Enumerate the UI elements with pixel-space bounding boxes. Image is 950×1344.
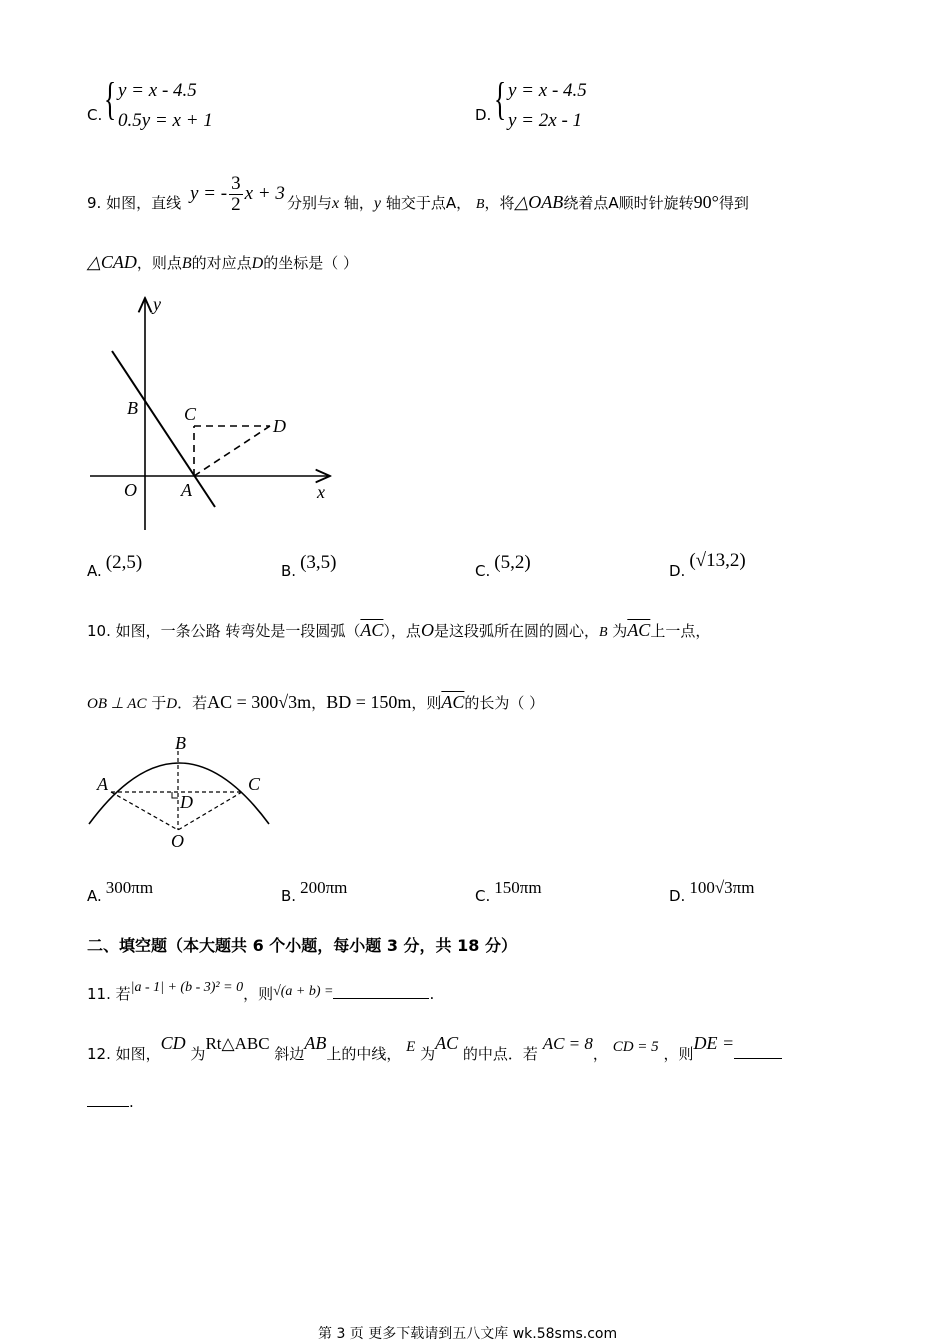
fig9-label-o: O — [124, 480, 137, 500]
page-footer: 第 3 页 更多下载请到五八文库 wk.58sms.com — [318, 1326, 618, 1342]
q8-option-c-line1: y = x - 4.5 — [118, 80, 197, 101]
fig10-label-b: B — [175, 733, 186, 753]
q12-text: 12. 如图，CD 为Rt△ABC 斜边AB上的中线， E 为AC 的中点．若 AC = 8， CD = 5 ，则DE = — [87, 1043, 782, 1064]
fig10-label-o: O — [171, 831, 184, 851]
q9-text-row2: △CAD，则点B的对应点D的坐标是（ ） — [87, 252, 358, 272]
fig9-label-d: D — [273, 416, 286, 436]
fig9-label-c: C — [184, 404, 197, 424]
segment-ad — [194, 426, 270, 476]
q9-number: 9. 如图，直线 — [87, 194, 182, 212]
segment-oa — [111, 792, 178, 830]
q12-answer-line-continued: . — [87, 1093, 134, 1111]
q10-figure — [84, 732, 274, 852]
q8-option-d-line1: y = x - 4.5 — [508, 80, 587, 101]
q9-option-b: B. (3,5) — [281, 552, 337, 580]
q10-option-d: D. 100√3πm — [669, 878, 755, 905]
q10-option-b: B. 200πm — [281, 878, 348, 905]
q9-option-d: D. (√13,2) — [669, 550, 746, 580]
section-heading-fill-in: 二、填空题（本大题共 6 个小题，每小题 3 分，共 18 分） — [87, 936, 517, 955]
q9-option-a: A. (2,5) — [87, 552, 143, 580]
q9-figure — [80, 290, 350, 540]
fig10-label-c: C — [248, 774, 261, 794]
q10-option-c: C. 150πm — [475, 878, 542, 905]
q8-option-d-line2: y = 2x - 1 — [508, 110, 583, 131]
right-angle-mark — [172, 792, 178, 798]
q8-option-c-line2: 0.5y = x + 1 — [118, 110, 213, 131]
road-arc — [89, 763, 269, 824]
fig9-label-a: A — [181, 480, 192, 500]
fig10-label-d: D — [180, 792, 193, 812]
fig9-label-x: x — [317, 482, 325, 502]
q8-option-d-brace: { — [494, 73, 507, 124]
q10-text-row2: OB ⊥ AC 于D．若AC = 300√3m，BD = 150m，则$\overline{AC}$的长为（ ） — [87, 692, 545, 712]
q9-option-c: C. (5,2) — [475, 552, 531, 580]
fig9-label-b: B — [127, 398, 138, 418]
q11-text: 11. 若|a - 1| + (b - 3)² = 0，则√(a + b) = . — [87, 980, 435, 1003]
q9-text-row1: 分别与x 轴，y 轴交于点A， B，将△OAB绕着点A顺时针旋转90°得到 — [287, 192, 749, 212]
fig9-label-y: y — [153, 294, 161, 314]
q10-text-row1: 10. 如图，一条公路 转弯处是一段圆弧$(\overline{AC})$，点O是这段弧所在圆的圆心，B 为$\overline{AC}$上一点， — [87, 620, 711, 640]
q10-option-a: A. 300πm — [87, 878, 154, 905]
q9-equation: y = - $\frac{3}{2}$ x + 3 — [190, 173, 285, 215]
q8-option-c-label: C. — [87, 106, 103, 124]
fig10-label-a: A — [97, 774, 108, 794]
q8-option-d-label: D. — [475, 106, 492, 124]
q8-option-c-brace: { — [104, 73, 117, 124]
